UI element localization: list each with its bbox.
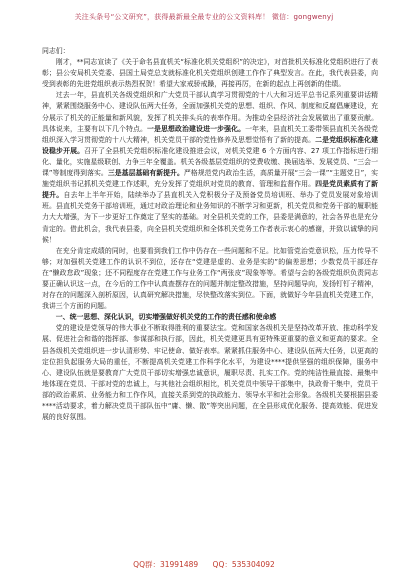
point-2-text: 召开了全县机关党组织标准化建设推进会议，对机关党建 6 个方面内容、27 项工作指标进行细化、量化，实施星级联创、力争三年全覆盖。机关各级基层党组织的党费收缴、换届选举、发展党员、“三会一课”等制度得到落实。 bbox=[42, 146, 378, 178]
paragraph-3: 在充分肯定成绩的同时，也要看到我们工作中仍存在一些问题和不足。比如管党治党意识松，压力传导不够；对加强机关党建工作的认识不到位，还存在“党建是虚的、业务是实的”的偏差思想；少数党员干部还存在“懒政怠政”现象；还不同程度存在党建工作与业务工作“两张皮”现象等等。希望与会的各级党组织负责同志要正确认识这一点，在今后的工作中认真查摆存在的问题并制定整改措施，坚持问题导向，发扬钉钉子精神，对存在的问题深入剖析原因，认真研究解决措施，尽快整改落实到位。下面，就做好今年县直机关党建工作，我讲三个方面的问题。 bbox=[42, 246, 378, 311]
paragraph-4: 党的建设是党领导的伟大事业不断取得胜利的重要法宝。党和国家各级机关是坚持改革开放、推动科学发展、促进社会和谐的指挥部、参谋部和执行部，因此，机关党建更具有更特殊更重要的意义和更高的要求。全县各级机关党组织进一步认清形势、牢记使命、做好表率。紧紧抓住服务中心、建设队伍两大任务，以更高的定位担负起服务大局的重任，不断提高机关党建工作科学化水平，为建设****提供坚强的组织保障，服务中心、建设队伍就是要教育广大党员干部切实增强忠诚意识，履职尽责、扎实工作。党的纯洁性最直接、最集中地体现在党员、干部对党的忠诚上，与其他社会组织相比，机关党员中领导干部集中，执政骨干集中，党员干部的政治素质、业务能力和工作作风，直接关系到党的执政能力、领导水平和社会形象。各级机关要根据县委****活动要求，着力解决党员干部队伍中“庸、懒、散”等突出问题，在全县形成优化服务、提高效能、促进发展的良好氛围。 bbox=[42, 324, 378, 422]
qq-number: QQ：535304092 bbox=[212, 560, 275, 569]
promo-banner: 关注头条号“公文研究”，获得最新最全最专业的公文资料库！ 微信：gongwenyj bbox=[74, 13, 334, 21]
point-4-heading: 四是党员素质有了新提升。 bbox=[42, 180, 379, 200]
point-2-heading: 二是党组织标准化建设稳步开展。 bbox=[42, 135, 379, 155]
salutation: 同志们： bbox=[42, 47, 70, 55]
section-heading-1: 一、统一思想、深化认识，切实增强做好机关党的工作的责任感和使命感 bbox=[55, 313, 277, 322]
point-4-text: 自去年上半年开始，陆续举办了县直机关入党积极分子及预备党员培训班、举办了党员发展对象培训班。县直机关党务干部培训班，通过对政治理论和业务知识的不断学习和更新，机关党员和党务干部的履职能力大大增强，为下一步更好工作奠定了坚实的基础。对全县机关党的工作，县委是满意的，社会各界也是充分肯定的。借此机会，我代表县委，向全县机关党组织和全体机关党务工作者表示衷心的感谢，并致以诚挚的问候！ bbox=[42, 191, 379, 244]
point-3-text: 严格规范党内政治生活，高质量开展“三会一课”“主题党日”，实施党组织书记抓机关党建工作述职，充分发挥了党组织对党员的教育、管理和监督作用。 bbox=[42, 169, 378, 189]
speech-body bbox=[42, 46, 378, 423]
point-3-heading: 三是基层基础有新提升。 bbox=[107, 169, 184, 178]
qq-group: QQ群：31991489 bbox=[133, 560, 199, 569]
point-1-text: 一年来，县直机关工委带领县直机关各级党组织深入学习贯彻党的十八大精神，机关党员干部的党性修养及思想觉悟有了新的提高。 bbox=[42, 124, 379, 144]
point-1-heading: 一是思想政治建设进一步强化。 bbox=[147, 124, 246, 133]
paragraph-2 bbox=[42, 90, 378, 245]
paragraph-1: 刚才，**同志宣读了《关于命名县直机关“标准化机关党组织”的决定》，对首批机关标准化党组织进行了表彰；县公安局机关党委、县国土局党总支就标准化机关党组织创建工作作了典型发言。在此，我代表县委，向受到表彰的先进党组织表示热烈祝贺！希望大家戒骄戒躁，再接再厉，在新的起点上再创新的佳绩。 bbox=[42, 58, 378, 89]
contact-footer bbox=[0, 559, 408, 570]
paragraph-2-text: 过去一年，县直机关各级党组织和广大党员干部认真学习贯彻党的十八大和习近平总书记系列重要讲话精神，紧紧围绕服务中心、建设队伍两大任务，全面加强机关党的思想、组织、作风、制度和反腐倡廉建设，充分展示了机关的正能量和新风貌，发挥了机关排头兵的表率作用。为推动全县经济社会发展做出了重要贡献。具体说来，主要有以下几个特点。 bbox=[42, 91, 378, 133]
